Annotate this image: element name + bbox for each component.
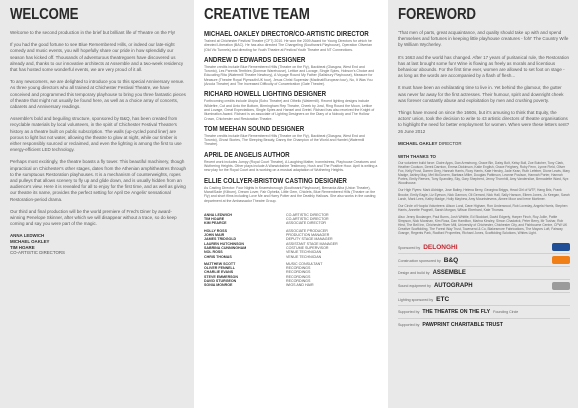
sponsor-brand: ETC — [436, 295, 450, 303]
crew-name: OLIVER FENNELL — [204, 266, 235, 271]
crew-role: WIGS AND HAIR — [286, 283, 314, 288]
member-bio: As Casting Director: Four Nights in Knaresborough (Southwark Playhouse), Bernarda Alba (Union Theatre), Marat/Sade (Kilburn), Dream Lover, Fair Ophelia, Little Gem, Chiclets, Blue Remembered Hills (Theatre on the Fly) and short films including Love Me and Harry Potter and the Deathly Hallows. She also works in the casting department at the Ambassador Theatre Group. — [204, 185, 376, 203]
crew-name: ANNA LEDWICH — [204, 212, 233, 217]
welcome-signatories — [10, 233, 186, 255]
team-member — [204, 177, 378, 203]
sponsor-label: Sponsored by — [398, 245, 421, 250]
sponsor-row — [398, 254, 570, 267]
sponsor-brand: THE THEATRE ON THE FLY — [422, 309, 491, 316]
signatory-name: ANNA LEDWICH — [10, 233, 45, 239]
crew-role: VENUE TECHNICIAN — [286, 254, 322, 259]
foreword-signature-name: MICHAEL OAKLEY — [398, 140, 438, 146]
welcome-paragraph: Assemble's bold and beguiling structure, sponsored by B&Q, has been created from recyclable materials by local volunteers, in the spirit of Chichester Festival Theatre's history as a theatre built on public subscription. The walls (up-cycled pond liner) are porous to light but not water, allowing the theatre to glow at night, while our timber is either responsibly sourced or reclaimed, and even the lighting is among the first to use energy-efficient LED technology. — [10, 116, 182, 153]
sponsor-label: Construction sponsored by — [398, 258, 441, 263]
member-bio: Trained at Chichester Festival Theatre (CFT) 2010. He won the 2009 Award for Young Directors for which he directed Liberation (BAC). He has also directed The Changeling (Southwark Playhouse), Operation Oliverian (Old Vic Tunnels) and directing for Youth Theatre at Festival Youth Theatre and NT Connections. — [204, 39, 373, 52]
sponsor-brand: PAWPRINT CHARITABLE TRUST — [422, 322, 503, 329]
sponsor-credit — [398, 270, 466, 276]
sponsor-row — [398, 319, 570, 331]
member-title: ANDREW D EDWARDS DESIGNER — [204, 54, 306, 64]
crew-name: MATTHEW SCOTT — [204, 261, 236, 266]
sponsor-credit — [398, 257, 458, 264]
sponsor-row — [398, 280, 570, 293]
member-bio: Forthcoming credits include Utopia (Soho Theatre) and Othello (Watermill). Recent lighting designs include Wildefire, Cut and Unto the Bottom, Birmingham Rep Theatre, Cheek by Jowl, Ring Round the Moon, Lettice and Lovage, Great Expectations, Single Spies and Hansel and Gretel. Richard has also received the Knight of Illumination Award. Richard is an associate of Lighting Designers on the Diary of a Nobody and The Hollow Crown, Chichester and Restoration Theatre. — [204, 99, 375, 121]
crew-row — [204, 283, 378, 287]
crew-name: NOL ROSS — [204, 250, 223, 255]
sponsor-row — [398, 241, 570, 254]
thanks-paragraph: Our volunteer build force: Claire Apps, Dan Armstrong, Grace Bin, Daisy Bolt, Kelsy Bull, Zoe Butcher, Tony Clark, Heather Coulson, Derek Darnton, Emma Dickinson, Katie English, Grace Feighery, Ruby Fenn, Lynne Field, Oliver Fox, Kelly Frost, Darren Grey, Hannah Harris, Roxy Harris, Kate Hendry, Jade Kean, Ruth Lefeber, Dione Lewis, Mary Madge, Ashley May, Mel McGovern, Barbara Miller, Douglas Pattinson, Leanne Poulson, Hannah Porter, Hannah Portes, Emily Reeves, Tony Spandley, Sky, Gary Shepherd, Jenny Thornhill, Amy Vanderslice, Bernadette Ward, Nyx Woodhouse. — [398, 160, 570, 186]
foreword-paragraph: It must have been an exhilarating time to live in. Yet behind the glamour, the gutter was never far away for the first actresses. Their humour, spirit and downright cheek was forever constantly abuse and exploitation by men and crushing poverty. — [398, 85, 564, 103]
sponsor-brand: AUTOGRAPH — [433, 283, 473, 290]
team-member — [204, 125, 378, 147]
creative-team-column — [194, 0, 388, 408]
sponsor-logo-icon — [552, 256, 570, 264]
sponsor-brand: B&Q — [443, 256, 459, 264]
foreword-signature-role: DIRECTOR — [438, 140, 462, 146]
welcome-heading: WELCOME — [10, 6, 79, 23]
sponsor-logo-icon — [552, 282, 570, 290]
foreword-paragraph: Things have moved on since the 1660s, but it's amusing to think that Equity, the actors' union, took the decision to write to 43 artistic directors of theatre organisations to highlight the need for better employment for women. When were these letters sent? 26 June 2012 — [398, 110, 570, 134]
crew-name: JAMES TRIDGOLD — [204, 237, 237, 242]
sponsor-row — [398, 306, 570, 319]
welcome-paragraph: To any newcomers, we are delighted to introduce you to this special Anniversary venue. As three young directors who all trained at Chichester Festival Theatre, we have conceived and programmed this temporary playhouse to bring you three fantastic pieces of theatre that might not usually be found here, as well as a choice array of concerts, cabarets and Anniversary readings. — [10, 79, 186, 110]
welcome-paragraph: Our third and final production will be the world premiere of Fred's Diner by award-winning Penelope Skinner, after which we will disappear without a trace, so do keep coming and say you were part of the magic. — [10, 208, 177, 227]
crew-name: CHRIS THOMAS — [204, 254, 232, 259]
crew-role: ASSOCIATE DIRECTOR — [286, 221, 327, 226]
foreword-paragraph: It's 1663 and the world has changed. After 17 years of puritanical rule, the Restoration has at last brought some fun! Wine is flowing as freely as morals and licentious behaviour abounds. For the first time ever, women are allowed to set foot on stage - as long as the words are accompanied by a flash of flesh... — [398, 54, 569, 79]
crew-group — [204, 229, 378, 259]
sponsor-label: Lighting sponsored by — [398, 297, 434, 302]
welcome-paragraph: Perhaps most excitingly, the theatre boasts a fly tower. This beautiful machinery, though impractical on Chichester's other stages, dates from the Athenian amphitheatres through to the sumptuous Restoration playhouses. It is a mechanism of counterweights, ropes and pulleys that allows scenery to fly up and glide down, and is usually hidden from an audience's view. Here it is revealed for all to enjoy for the first time, and as well as giving our theatre its name, provides the perfect setting for April De Angelis' sensational Restoration-period drama. — [10, 159, 186, 202]
welcome-paragraph: If you had the good fortune to see Blue Remembered Hills, or indeed our late-night comedy and music events, you will hopefully share our pride in how splendidly our season has kicked off. Thousands of adventurous theatregoers have discovered us already and, thanks to our innovative architects at Assemble and a two-week residency that has hosted some wonderful events, we are very proud of it all. — [10, 42, 184, 73]
crew-role: ASSISTANT STAGE MANAGER — [286, 241, 338, 246]
thanks-paragraph: Also: Jenny Boulanger, Paul Burns, Josh Whittle, Ed Stoddart, David Edgerly, Harper Finch, Roy Jollie, Pattie Simpson, Nick Morahan, Kim Rosa, Dan Hamilton, Marina Kinsley, Simon Chadwick, Peter Berry, Mr Tushar, Rob Hirst, The Bell Inn, Chichester River Mill, University of Chichester, Chichester City, and Fishbourne Centre, CPW UK Creative Scaffolding, The Forest Way Trust, Townsend & Co, Blakesmore Fabrications, The Mayors Loft, Fairway Grange, Regents Park, Radford Properties, Richard Jones, Scaffolding Solutions, Whites Light. — [398, 214, 568, 236]
sponsor-suffix: Founding Circle — [493, 310, 519, 315]
team-member — [204, 151, 378, 173]
sponsor-brand: ASSEMBLE — [432, 270, 466, 277]
crew-row — [204, 255, 378, 259]
thanks-paragraph: Our High Flyers: Mark Aldridge, Jose Bailey, Helena Berry, Georgina Briggs, Head Girl of WTF, Hang Brix, Frank Brooke, Emily Eagle, Liz Eyeson, Nick Gannon, Oli Gerrard, Nick Hall, Sally Hanson, Eileen Jones, Jo Keegan, Sarah Larch, Mark Lees, Kathy Madge, Holly Mayhew, Amy Mountstevens, Aimee Moor and Irene Mortimer. — [398, 188, 570, 201]
member-title: APRIL DE ANGELIS AUTHOR — [204, 149, 290, 159]
member-title: MICHAEL OAKLEY DIRECTOR/CO-ARTISTIC DIRECTOR — [204, 29, 369, 38]
sponsor-row — [398, 293, 570, 306]
signatory-name: TIM HOARE — [10, 244, 35, 250]
sponsor-label: Sound equipment by — [398, 284, 431, 289]
crew-role: ASSOCIATE PRODUCER — [286, 228, 328, 233]
crew-role: VENUE TECHNICIAN — [286, 250, 322, 255]
crew-role: RECORDINGS — [286, 278, 311, 283]
crew-name: DAVID STURGEON — [204, 278, 237, 283]
sponsor-label: Supported by — [398, 310, 420, 315]
crew-role: RECORDINGS — [286, 266, 311, 271]
creative-team-heading: CREATIVE TEAM — [204, 6, 310, 23]
sponsor-brand: DELONGHI — [423, 243, 458, 251]
sponsor-credit — [398, 244, 458, 251]
sponsor-credit — [398, 296, 449, 303]
welcome-paragraph: Welcome to the second production in the brief but brilliant life of Theatre on the Fly! — [10, 30, 176, 35]
sponsor-label: Design and build by — [398, 271, 430, 276]
crew-list — [204, 213, 378, 288]
crew-name: LAUREN HUTCHINSON — [204, 241, 244, 246]
crew-name: JOHN MAIR — [204, 233, 225, 238]
thanks-paragraph: Our Circle of Hoopla Volunteers: Alison Lond, Dave Higham, Ron Underwood, Rob Loveday, Angela Harris, Stephen Harris, Annette Pragnell, Sarah Morgan, Wilson Eberhard, Kate Thomas. — [398, 203, 568, 212]
signatory-role: CO-ARTISTIC DIRECTORS — [10, 250, 65, 256]
member-bio: Theatre credits include Blue Remembered Hills (Theatre on the Fly), Backbeat (Glasgow, West End and Toronto), Les Parents Terribles (Donmar Warehouse), Lettice and Lovage, Single Spies, Hobson's Choice and Educating Rita (Watermill Theatre Newbury), A Voyage Round My Father (Salisbury Playhouse), Measure for Measure (Theatre Royal Plymouth/UK tour), Jesus Christ Superstar (Madinat/European tour), No, It Was You (Arcola Theatre) and The Increased Difficulty of Concentration (Gate Theatre). — [204, 64, 375, 87]
crew-role: PRODUCTION MANAGER — [286, 233, 330, 238]
crew-name: SABRINA CUNNINGHAM — [204, 245, 247, 250]
sponsor-credit — [398, 283, 473, 289]
foreword-column — [388, 0, 578, 408]
crew-role: DEPUTY STAGE MANAGER — [286, 237, 333, 242]
welcome-column — [0, 0, 194, 408]
member-bio: Recent work includes Jumpy (Royal Court Theatre), A Laughing Matter, Ironmistress, Playhouse Creatures and Wuthering Heights. Other plays include A Warwickshire Testimony, Hush and The Positive Hour. April is writing a new play for the Royal Court and is working on a musical adaptation of Wuthering Heights. — [204, 159, 378, 173]
sponsor-row — [398, 267, 570, 280]
signatory-name: MICHAEL OAKLEY — [10, 239, 50, 245]
crew-name: SONIA MONROE — [204, 283, 233, 288]
sponsor-credit — [398, 309, 518, 315]
sponsor-list — [398, 241, 570, 331]
crew-role: RECORDINGS — [286, 274, 311, 279]
crew-name: CHARLIE EVANS — [204, 270, 234, 275]
sponsor-credit — [398, 322, 503, 328]
member-bio: Theatre credits include Blue Remembered Hills (Theatre on the Fly), Backbeat (Glasgow, West End and Toronto), Ghost Stories, The Sleeping Beauty, Danny the Champion of the World and Hamlet (Watermill Theatre). — [204, 133, 365, 147]
team-member — [204, 30, 378, 52]
crew-role: COSTUME SUPERVISOR — [286, 245, 329, 250]
sponsor-logo-icon — [552, 243, 570, 251]
team-member — [204, 90, 378, 120]
thanks-heading: WITH THANKS TO — [398, 153, 436, 159]
crew-name: HOLLY ROSS — [204, 228, 227, 233]
crew-role: CO-ARTISTIC DIRECTOR — [286, 217, 329, 222]
member-title: RICHARD HOWELL LIGHTING DESIGNER — [204, 89, 327, 99]
crew-name: STEVE EMMERSON — [204, 274, 238, 279]
crew-role: RECORDINGS — [286, 270, 311, 275]
crew-name: KIM PEARCE — [204, 221, 227, 226]
crew-role: CO-ARTISTIC DIRECTOR — [286, 212, 329, 217]
member-title: TOM MEEHAN SOUND DESIGNER — [204, 123, 305, 133]
team-member — [204, 56, 378, 86]
sponsor-label: Supported by — [398, 323, 420, 328]
member-title: ELLIE COLLYER-BRISTOW CASTING DESIGNER — [204, 175, 347, 185]
foreword-signature — [398, 141, 570, 146]
crew-role: MUSIC CONSULTANT — [286, 261, 323, 266]
crew-name: TIM HOARE — [204, 217, 225, 222]
foreword-paragraph: 'That men of parts, great acquaintance, and quality should take up with and spend themselves and fortunes in keeping little playhouse creatures - foh!' The Country Wife by William Wycherley. — [398, 30, 569, 48]
crew-group — [204, 262, 378, 288]
crew-group — [204, 213, 378, 226]
crew-row — [204, 221, 378, 225]
foreword-heading: FOREWORD — [398, 6, 476, 23]
